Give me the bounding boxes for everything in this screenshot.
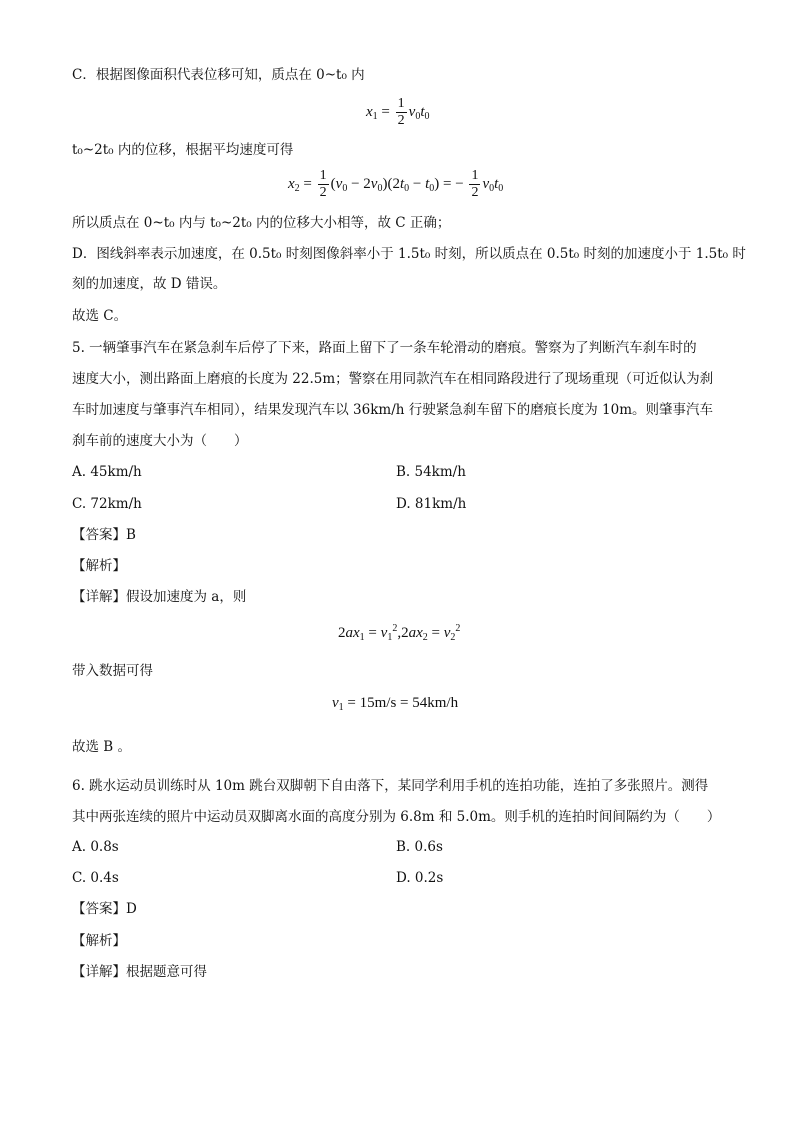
q5-stem-line3: 车时加速度与肇事汽车相同），结果发现汽车以 36km/h 行驶紧急刹车留下的磨痕长度为 10m。则肇事汽车 (72, 402, 714, 418)
q5-equation-result: $v_1 = 15m/s = 54km/h$ (332, 695, 459, 713)
q5-substitute: 带入数据可得 (72, 663, 153, 679)
q6-stem-line1: 6. 跳水运动员训练时从 10m 跳台双脚朝下自由落下，某同学利用手机的连拍功能，连拍了多张照片。测得 (72, 778, 709, 794)
q4-option-d-line2: 刻的加速度，故 D 错误。 (72, 276, 227, 292)
q5-analysis-label: 【解析】 (72, 558, 126, 574)
q4-option-c-conclusion: 所以质点在 0~t₀ 内与 t₀~2t₀ 内的位移大小相等，故 C 正确； (72, 215, 451, 231)
q6-option-a: A. 0.8s (72, 839, 119, 855)
q5-stem-line2: 速度大小，测出路面上磨痕的长度为 22.5m；警察在用同款汽车在相同路段进行了现场重现（可近似认为刹 (72, 371, 714, 387)
q5-stem-line4: 刹车前的速度大小为（ ） (72, 433, 248, 449)
q6-option-c: C. 0.4s (72, 870, 119, 886)
q4-option-c-middle: t₀~2t₀ 内的位移，根据平均速度可得 (72, 142, 294, 158)
q5-option-d: D. 81km/h (396, 496, 467, 512)
q5-option-a: A. 45km/h (72, 464, 142, 480)
q5-option-c: C. 72km/h (72, 496, 142, 512)
q5-option-b: B. 54km/h (396, 464, 466, 480)
q5-answer: 【答案】B (72, 527, 136, 543)
q6-option-d: D. 0.2s (396, 870, 444, 886)
q4-choice: 故选 C。 (72, 308, 128, 324)
q6-stem-line2: 其中两张连续的照片中运动员双脚离水面的高度分别为 6.8m 和 5.0m。则手机的连拍时间间隔约为（ ） (72, 809, 721, 825)
q4-option-d-line1: D．图线斜率表示加速度，在 0.5t₀ 时刻图像斜率小于 1.5t₀ 时刻，所以质点在 0.5t₀ 时刻的加速度小于 1.5t₀ 时 (72, 246, 746, 262)
q5-choice: 故选 B 。 (72, 739, 132, 755)
q6-detail: 【详解】根据题意可得 (72, 964, 207, 980)
q4-equation-x1: $x_1$ = $\frac{1}{2}$ $v_0t_0$ (366, 96, 430, 128)
q4-option-c-intro: C．根据图像面积代表位移可知，质点在 0~t₀ 内 (72, 67, 365, 83)
q5-stem-line1: 5. 一辆肇事汽车在紧急刹车后停了下来，路面上留下了一条车轮滑动的磨痕。警察为了判断汽车刹车时的 (72, 340, 697, 356)
q6-analysis-label: 【解析】 (72, 933, 126, 949)
q5-detail: 【详解】假设加速度为 a，则 (72, 589, 247, 605)
q5-equation-kinematics: $2ax_1 = v_1^2,2ax_2 = v_2^2$ (338, 623, 461, 643)
q4-equation-x2: $x_2$ = $\frac{1}{2}$ $(v_0 - 2v_0)(2t_0 - t_0)$ = − $\frac{1}{2}$ $v_0t_0$ (288, 168, 504, 200)
q6-answer: 【答案】D (72, 901, 137, 917)
q6-option-b: B. 0.6s (396, 839, 443, 855)
